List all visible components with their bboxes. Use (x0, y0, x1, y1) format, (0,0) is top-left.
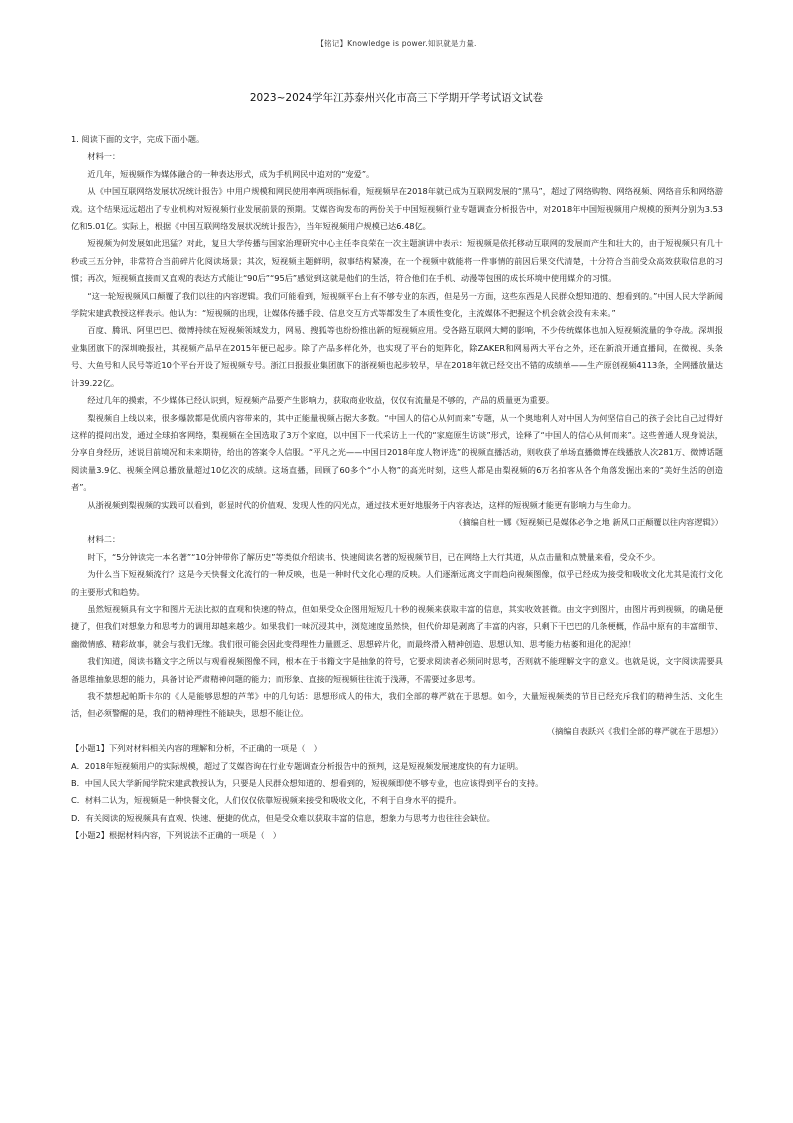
paragraph: D．有关阅读的短视频具有直观、快速、便捷的优点，但是受众难以获取丰富的信息，想象力与思考力也往往会缺位。 (71, 812, 495, 823)
paragraph: 材料二： (87, 534, 121, 545)
paragraph: C．材料二认为，短视频是一种快餐文化，人们仅仅依靠短视频来接受和吸收文化，不利于自身水平的提升。 (71, 795, 462, 806)
paragraph: 材料一： (87, 151, 121, 162)
paragraph: 百度、腾讯、阿里巴巴、微博持续在短视频领域发力，网易、搜狐等也纷纷推出新的短视频应用。受各路互联网大鳄的影响，不少传统媒体也加入短视频流量的争夺战。深圳报业集团旗下的深圳晚报社，其视频产品早在2015年便已起步。除了产品多样化外，也实现了平台的矩阵化，除ZAKER和网易两大平台之外，还在新浪开通直播间，在微视、头条号、大鱼号和人民号等近10个平台开设了短视频专号。浙江日报报业集团旗下的浙视频也起步较早，早在2018年就已经交出不错的成绩单——生产原创视频4113条，全网播放量达计39.22亿。 (71, 325, 723, 388)
paragraph: 从浙视频到梨视频的实践可以看到，彰显时代的价值观、发现人性的闪光点，通过技术更好地服务于内容表达，这样的短视频才能更有影响力与生命力。 (87, 499, 636, 510)
paragraph: 为什么当下短视频流行？这是今天快餐文化流行的一种反映，也是一种时代文化心理的反映。人们逐渐远离文字而趋向视频图像，似乎已经成为接受和吸收文化尤其是流行文化的主要形式和趋势。 (71, 569, 723, 597)
paragraph: 梨视频自上线以来，很多爆款都是优质内容带来的，其中正能量视频占据大多数。“中国人的信心从何而来”专题，从一个奥地利人对中国人为何坚信自己的孩子会比自己过得好这样的提问出发，通过全球拍客网络，梨视频在全国选取了3万个家庭，以中国下一代采访上一代的“家庭原生访谈”形式，诠释了“中国人的信心从何而来”。这些普通人现身说法，分享自身经历，述说目前境况和未来期待，给出的答案令人信服。“平凡之光——中国日2018年度人物评选”的视频直播活动，则收获了单场直播微博在线播放人次281万、微博话题阅读量3.9亿、视频全网总播放量超过10亿次的成绩。这场直播，回顾了60多个“小人物”的高光时刻，这些人都是由梨视频的6万名拍客从各个角落发掘出来的“美好生活的创造者”。 (71, 412, 723, 493)
paragraph: B．中国人民大学新闻学院宋建武教授认为，只要是人民群众想知道的、想看到的，短视频即使不够专业，也应该得到平台的支持。 (71, 778, 544, 789)
paragraph: 我们知道，阅读书籍文字之所以与观看视频图像不同，根本在于书籍文字是抽象的符号，它要求阅读者必须同时思考，否则就不能理解文字的意义。也就是说，文字阅读需要具备思维抽象思想的能力，具备讨论严肃精神问题的能力；而形象、直接的短视频往往流于浅薄，不需要过多思考。 (71, 656, 723, 684)
paragraph: （摘编自杜一娜《短视频已是媒体必争之地 新风口正颠覆以往内容逻辑》） (454, 516, 723, 527)
paragraph: 经过几年的摸索，不少媒体已经认识到，短视频产品要产生影响力，获取商业收益，仅仅有流量是不够的，产品的质量更为重要。 (87, 395, 555, 406)
paragraph: 【小题1】下列对材料相关内容的理解和分析，不正确的一项是（ ） (71, 743, 322, 754)
paragraph: 近几年，短视频作为媒体融合的一种表达形式，成为手机网民中追对的“宠爱”。 (87, 168, 375, 179)
paragraph: A．2018年短视频用户的实际规模，超过了艾媒咨询在行业专题调查分析报告中的预判，这是短视频发展速度快的有力证明。 (71, 760, 524, 771)
paragraph: 我不禁想起帕斯卡尔的《人是能够思想的芦苇》中的几句话：思想形成人的伟大，我们全部的尊严就在于思想。如今，大量短视频类的节目已经充斥我们的精神生活、文化生活，但必须警醒的是，我们的精神理性不能缺失，思想不能让位。 (71, 691, 723, 719)
paragraph: （摘编自表跃兴《我们全部的尊严就在于思想》） (546, 725, 723, 736)
paragraph: 【小题2】根据材料内容，下列说法不正确的一项是（ ） (71, 830, 281, 841)
paragraph: 从《中国互联网络发展状况统计报告》中用户规模和网民使用率两项指标看，短视频早在2018年就已成为互联网发展的“黑马”，超过了网络购物、网络视频、网络音乐和网络游戏。这个结果远远超出了专业机构对短视频行业发展前景的预期。艾媒咨询发布的两份关于中国短视频行业专题调查分析报告中，对2018年中国短视频用户规模的预判分别为3.53亿和5.01亿。实际上，根据《中国互联网络发展状况统计报告》，当年短视频用户规模已达6.48亿。 (71, 186, 723, 232)
paragraph: 时下，“5分钟读完一本名著”“10分钟带你了解历史”等类似介绍读书、快速阅读名著的短视频节目，已在网络上大行其道，从点击量和点赞量来看，受众不少。 (87, 551, 661, 562)
paragraph: 短视频为何发展如此迅猛？对此，复旦大学传播与国家治理研究中心主任李良荣在一次主题演讲中表示：短视频是依托移动互联网的发展而产生和壮大的，由于短视频只有几十秒或三五分钟，非常符合当前碎片化阅读场景；其次，短视频主题鲜明，叙事结构紧凑，在一个视频中就能将一件事情的前因后果交代清楚，十分符合当前受众高效获取信息的习惯；再次，短视频直接而又直观的表达方式能让“90后”“95后”感觉到这就是他们的生活，符合他们在手机、动漫等包围的成长环境中使用媒介的习惯。 (71, 238, 723, 284)
paragraph: 虽然短视频具有文字和图片无法比拟的直观和快速的特点，但如果受众企图用短短几十秒的视频来获取丰富的信息，其实收效甚微。由文字到图片，由图片再到视频，的确是便捷了，但我们对想象力和思考力的调用却越来越少。如果我们一味沉浸其中，浏览速度虽然快，但代价却是剥离了丰富的内容，只剩下干巴巴的几条梗概，作品中原有的丰富细节、幽微情感、精彩故事，就会与我们无缘。我们很可能会因此变得理性力量匮乏、思想碎片化，而最终滑入精神创造、思想认知、思考能力枯萎和退化的泥淖！ (71, 603, 723, 649)
document-body (71, 131, 723, 845)
header-motto: 【铭记】Knowledge is power.知识就是力量. (316, 39, 477, 48)
paragraph: 1. 阅读下面的文字，完成下面小题。 (71, 134, 205, 144)
page-title: 2023~2024学年江苏泰州兴化市高三下学期开学考试语文试卷 (249, 92, 544, 104)
paragraph: “这一轮短视频风口颠覆了我们以往的内容逻辑。我们可能看到，短视频平台上有不够专业的东西，但是另一方面，这些东西是人民群众想知道的、想看到的。”中国人民大学新闻学院宋建武教授这样表示。他认为：“短视频的出现，让媒体传播手段、信息交互方式等都发生了本质性变化，主流媒体不把握这个机会就会没有未来。” (71, 290, 723, 319)
